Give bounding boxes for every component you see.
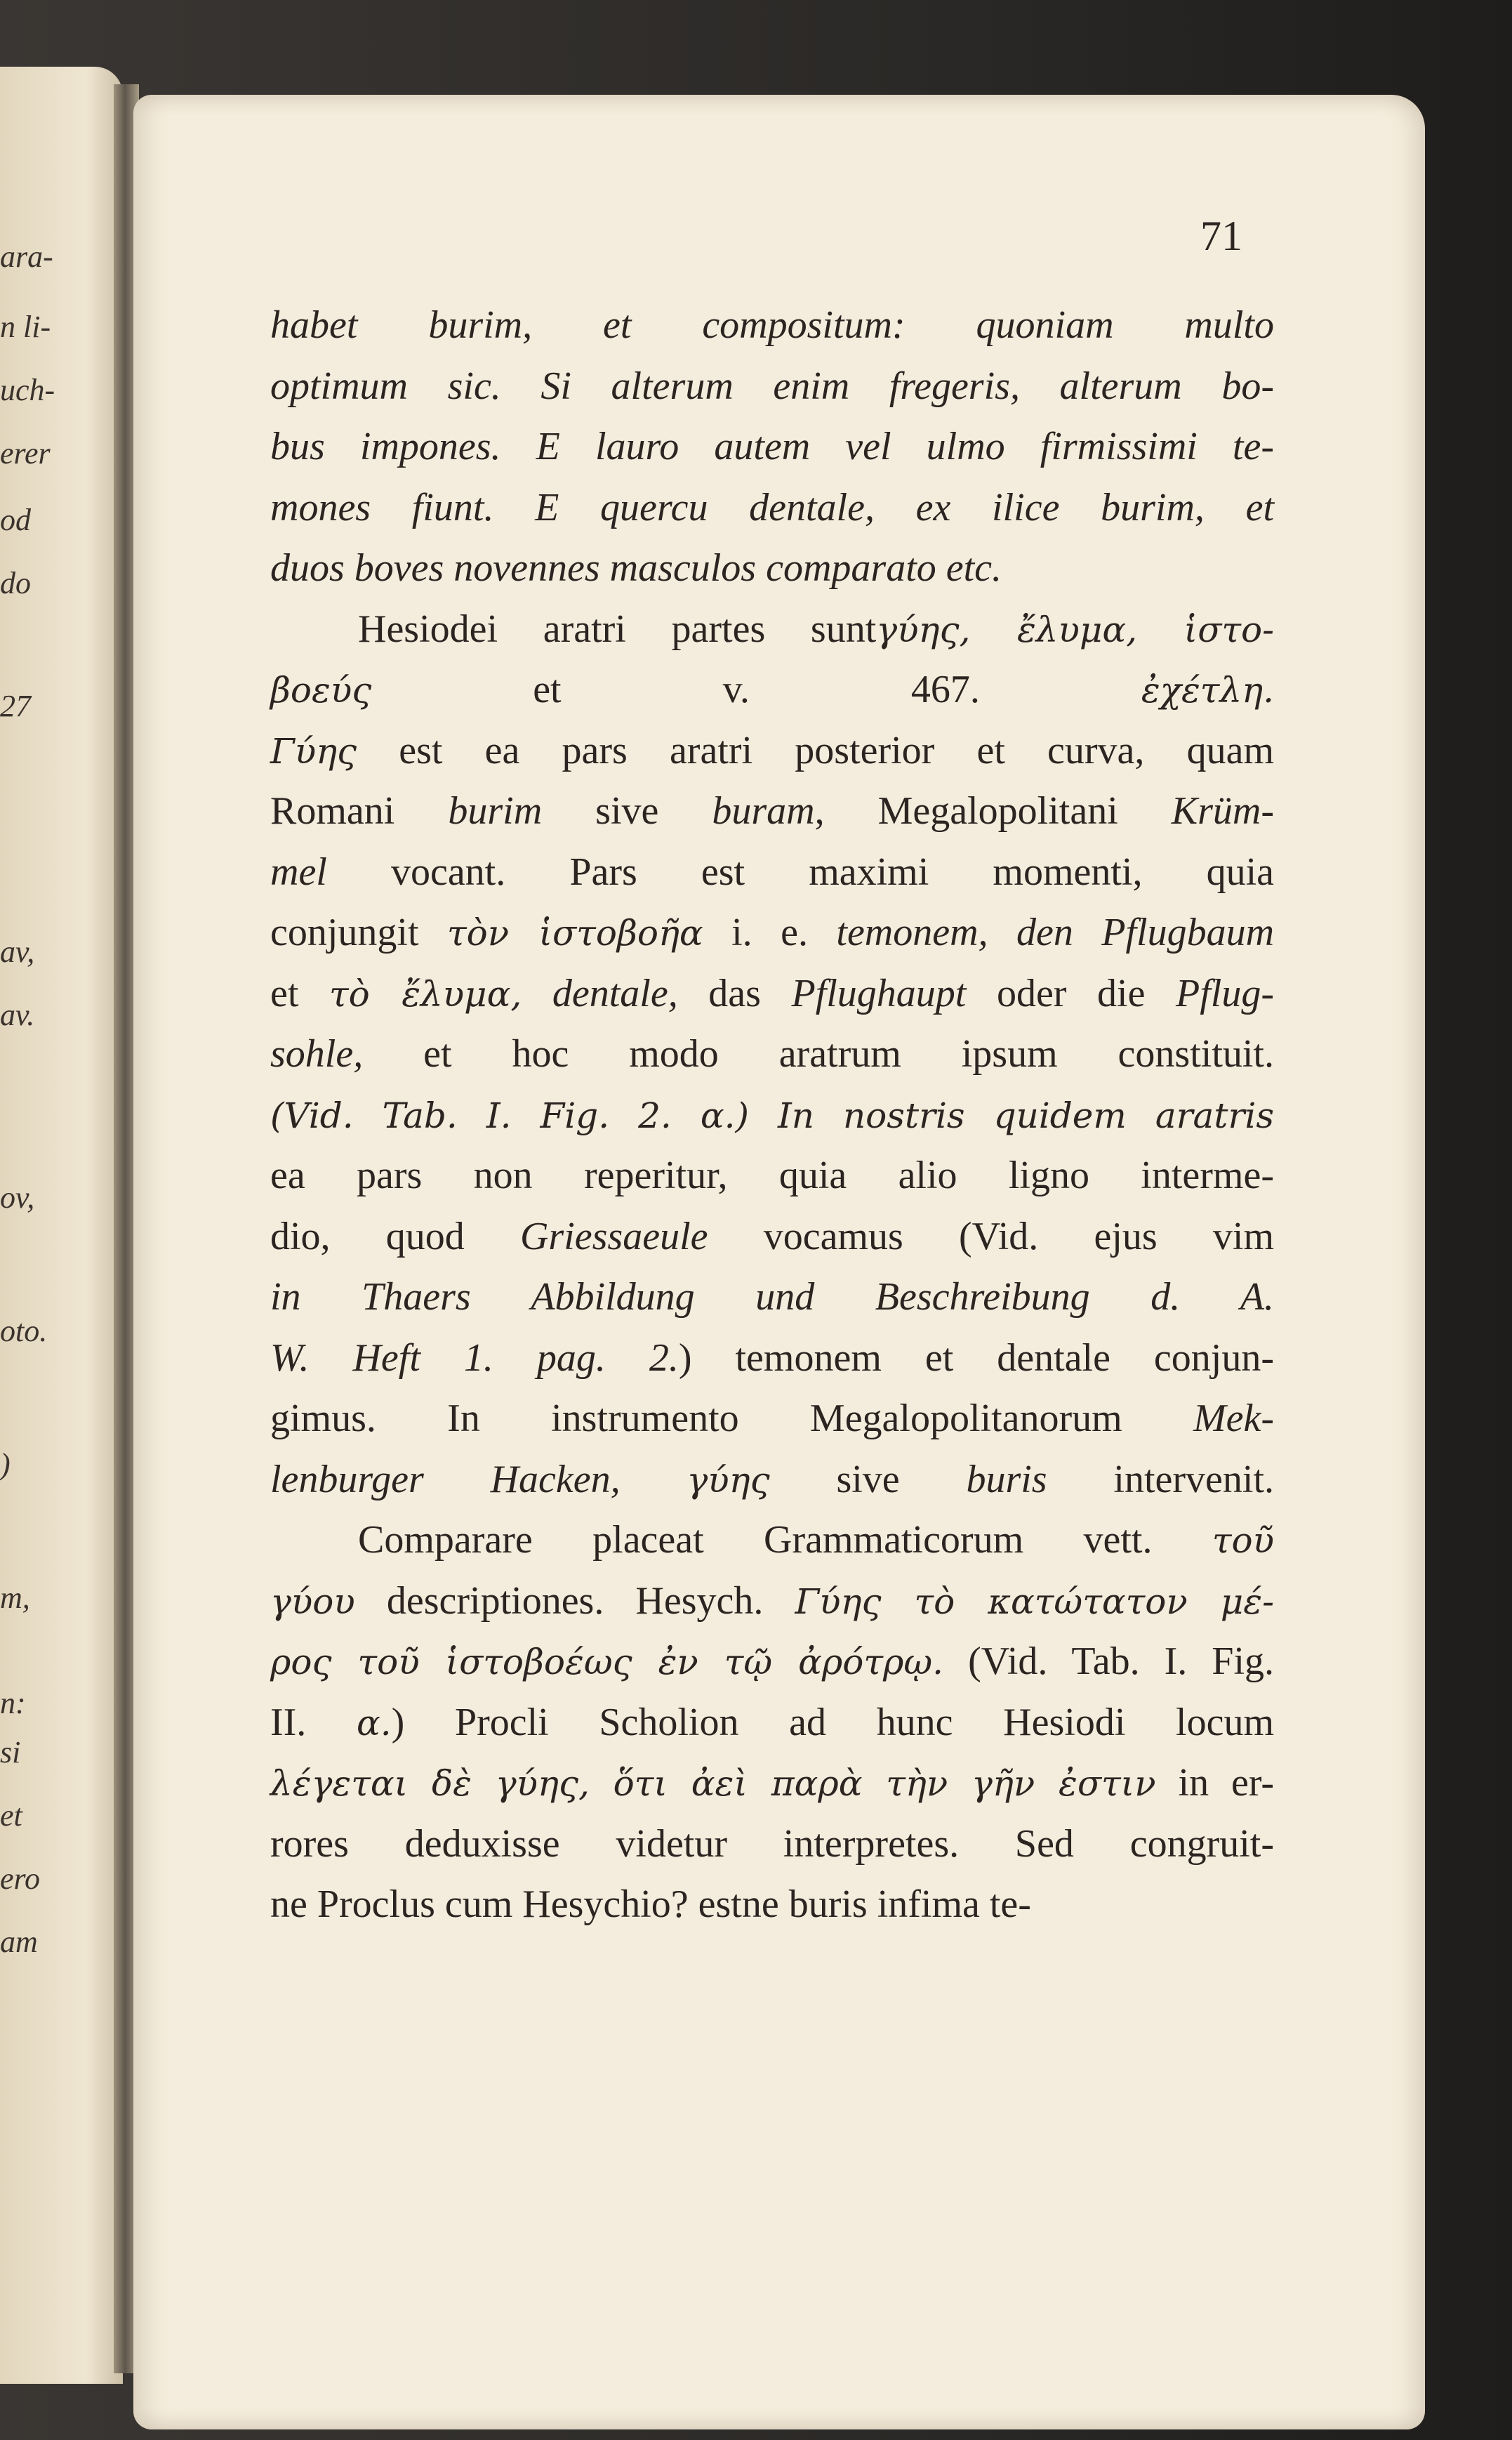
text-segment: et v. 467. <box>371 668 1141 711</box>
text-segment: dio, quod <box>270 1214 520 1258</box>
text-line <box>270 1206 1274 1267</box>
text-segment: burim <box>448 789 543 833</box>
facing-page-fragment: 27 <box>0 689 31 723</box>
facing-page-fragment: od <box>0 503 31 537</box>
text-segment: γύης, ἔλυμα, ἱστο- <box>876 609 1274 650</box>
text-segment: γύου <box>270 1581 355 1622</box>
text-segment: sive <box>542 789 712 833</box>
text-line <box>270 842 1274 903</box>
text-segment: ) temonem et dentale conjun- <box>678 1336 1274 1380</box>
text-line <box>270 1814 1274 1875</box>
text-segment: oder die <box>966 971 1176 1015</box>
text-segment: buris <box>966 1457 1047 1501</box>
text-segment: Mek- <box>1193 1397 1274 1440</box>
text-segment: Γύης τὸ κατώτατον μέ- <box>795 1581 1274 1622</box>
text-segment: i. e. <box>703 911 837 954</box>
text-segment: Hesiodei aratri partes sunt <box>358 607 877 651</box>
text-segment: buram <box>712 789 815 833</box>
text-segment: et hoc modo aratrum ipsum constituit. <box>363 1032 1274 1076</box>
facing-page-fragment: am <box>0 1925 38 1959</box>
text-segment: Griessaeule <box>519 1214 708 1258</box>
text-segment: βοεύς <box>270 670 372 711</box>
facing-page-fragment: n li- <box>0 310 51 344</box>
text-segment: das <box>677 971 792 1015</box>
text-line <box>270 720 1274 782</box>
text-line <box>270 1874 1274 1935</box>
text-segment: , Megalopolitani <box>814 789 1172 833</box>
text-segment: bus impones. E lauro autem vel ulmo firmissimi te- <box>270 425 1274 468</box>
text-segment: ne Proclus cum Hesychio? estne buris infima te- <box>270 1882 1031 1926</box>
text-line <box>270 1692 1274 1753</box>
text-segment: vocamus (Vid. ejus vim <box>708 1214 1275 1258</box>
text-line <box>270 1388 1274 1449</box>
text-segment: est ea pars aratri posterior et curva, quam <box>357 728 1274 772</box>
text-segment: Romani <box>270 789 449 833</box>
text-segment: (Vid. Tab. I. Fig. <box>943 1640 1275 1683</box>
text-segment: τοῦ <box>1212 1520 1274 1561</box>
facing-page-fragment: erer <box>0 436 51 470</box>
facing-page-fragment: si <box>0 1735 21 1769</box>
text-segment: ) Procli Scholion ad hunc Hesiodi locum <box>391 1700 1275 1744</box>
text-segment: α. <box>356 1702 392 1743</box>
facing-page-fragment: ero <box>0 1861 41 1896</box>
text-line <box>270 902 1274 963</box>
text-line <box>270 599 1274 660</box>
facing-page-fragment: m, <box>0 1581 30 1615</box>
text-line <box>270 538 1274 599</box>
text-line <box>270 1753 1274 1814</box>
text-segment: mones fiunt. E quercu dentale, ex ilice burim, et <box>270 485 1274 529</box>
text-line <box>270 781 1274 842</box>
text-segment: τὸ ἔλυμα, <box>329 973 522 1015</box>
text-segment: sohle, <box>270 1032 364 1076</box>
text-segment: duos boves novennes masculos comparato etc. <box>270 546 1002 590</box>
text-segment: in er- <box>1155 1761 1275 1805</box>
text-line <box>270 1571 1274 1632</box>
text-segment: mel <box>270 850 327 894</box>
text-line <box>270 1510 1274 1571</box>
text-segment <box>621 1458 687 1501</box>
text-segment: vocant. Pars est maximi momenti, quia <box>326 850 1274 894</box>
text-line <box>270 416 1274 477</box>
facing-page-fragment: av. <box>0 998 35 1032</box>
text-segment: lenburger Hacken, <box>270 1457 621 1501</box>
text-segment: (Vid. Tab. I. Fig. 2. α.) In nostris quidem aratris <box>270 1095 1274 1136</box>
text-line <box>270 1267 1274 1328</box>
facing-page-fragment: do <box>0 566 31 600</box>
text-segment: habet burim, et compositum: quoniam multo <box>270 303 1274 347</box>
text-segment: in Thaers Abbildung und Beschreibung d. A. <box>270 1275 1274 1319</box>
text-segment: Krüm- <box>1171 789 1275 833</box>
body-text <box>270 295 1274 1935</box>
text-segment: et <box>270 971 329 1015</box>
text-segment: Comparare placeat Grammaticorum vett. <box>358 1518 1212 1562</box>
text-segment: gimus. In instrumento Megalopolitanorum <box>270 1397 1193 1440</box>
text-segment: ρος τοῦ ἱστοβοέως ἐν τῷ ἀρότρῳ. <box>270 1642 944 1682</box>
facing-page-fragment: ara- <box>0 239 53 274</box>
text-segment: II. <box>270 1700 357 1744</box>
text-line <box>270 295 1274 356</box>
page-number: 71 <box>1200 213 1242 259</box>
text-line <box>270 1631 1274 1692</box>
facing-page-fragment: et <box>0 1798 22 1833</box>
text-segment: descriptiones. Hesych. <box>354 1578 795 1623</box>
text-segment: τὸν ἱστοβοῆα <box>446 913 703 954</box>
facing-page-fragment: av, <box>0 935 35 969</box>
text-segment: optimum sic. Si alterum enim fregeris, alterum bo- <box>270 364 1274 408</box>
text-segment: Pflughaupt <box>791 971 967 1015</box>
facing-page-edge <box>0 67 123 2384</box>
text-line <box>270 1024 1274 1085</box>
text-segment: intervenit. <box>1047 1457 1274 1501</box>
facing-page-fragment: oto. <box>0 1314 48 1348</box>
text-segment: sive <box>769 1457 967 1501</box>
text-line <box>270 659 1274 720</box>
text-line <box>270 1085 1274 1146</box>
text-line <box>270 1145 1274 1206</box>
facing-page-fragment: n: <box>0 1686 26 1720</box>
text-line <box>270 963 1274 1024</box>
text-segment: dentale, <box>552 971 678 1015</box>
text-segment: γύης <box>687 1459 770 1501</box>
text-segment: conjungit <box>270 911 447 954</box>
facing-page-fragment: ) <box>0 1447 11 1482</box>
text-segment: rores deduxisse videtur interpretes. Sed congruit- <box>270 1821 1274 1866</box>
facing-page-fragment: ov, <box>0 1180 35 1215</box>
text-segment: λέγεται δὲ γύης, ὅτι ἀεὶ παρὰ τὴν γῆν ἐστιν <box>270 1763 1156 1804</box>
text-line <box>270 356 1274 417</box>
text-line <box>270 1449 1274 1510</box>
text-segment: temonem, den Pflugbaum <box>836 911 1275 954</box>
text-segment: Γύης <box>270 730 357 772</box>
text-segment: W. Heft 1. pag. 2. <box>270 1336 679 1380</box>
text-segment <box>522 972 552 1015</box>
text-line <box>270 1328 1274 1389</box>
facing-page-fragment: uch- <box>0 373 55 407</box>
text-segment: Pflug- <box>1176 971 1274 1015</box>
text-line <box>270 477 1274 539</box>
text-segment: ea pars non reperitur, quia alio ligno interme- <box>270 1154 1274 1197</box>
text-segment: ἐχέτλη. <box>1141 670 1274 711</box>
